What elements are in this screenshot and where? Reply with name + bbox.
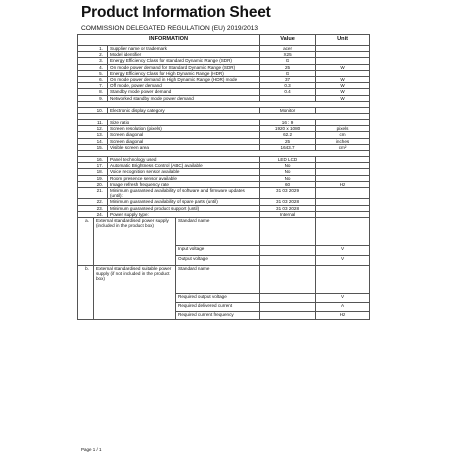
row-number: 15. [78,144,108,150]
row-number: 2. [78,52,108,58]
row-number: 20. [78,181,108,187]
power-supply-field: Standard name [176,218,260,246]
power-supply-unit [316,266,370,294]
power-supply-value [260,311,316,320]
row-number: 7. [78,83,108,89]
power-supply-row [78,266,370,294]
row-label: Energy Efficiency Class for standard Dynamic Range (SDR) [108,58,260,64]
row-unit: W [316,64,370,70]
row-label: Automatic Brightness Control (ABC) available [108,163,260,169]
row-label: Voice recognition sensor available [108,169,260,175]
power-supply-letter: a. [78,218,94,266]
power-supply-unit: V [316,246,370,256]
row-value: 37 [260,77,316,83]
row-value: G [260,70,316,76]
power-supply-value [260,294,316,303]
row-number: 14. [78,138,108,144]
row-number: 5. [78,70,108,76]
row-label: Visible screen area [108,144,260,150]
row-number: 1. [78,46,108,52]
row-label: Screen resolution (pixels) [108,126,260,132]
row-unit: Hz [316,181,370,187]
row-unit: W [316,83,370,89]
power-supply-unit: A [316,303,370,312]
row-value: 31 03 2028 [260,205,316,211]
power-supply-field: Standard name [176,266,260,294]
row-value: 0.3 [260,83,316,89]
row-number: 11. [78,120,108,126]
row-label: Networked standby mode power demand [108,95,260,101]
row-unit: inches [316,138,370,144]
row-value: No [260,169,316,175]
row-number: 10. [78,107,108,113]
power-supply-row [78,218,370,246]
row-value: G [260,58,316,64]
row-value: Internal [260,211,316,217]
header-unit: Unit [316,35,370,46]
page-title: Product Information Sheet [81,4,271,21]
table-row [78,188,370,199]
power-supply-description: External standardised power supply (included in the product box) [94,218,176,266]
header-information: INFORMATION [78,35,260,46]
row-label: Power supply type: [108,211,260,217]
power-supply-unit: Hz [316,311,370,320]
power-supply-unit: V [316,294,370,303]
row-number: 16. [78,157,108,163]
row-label: Standby mode power demand [108,89,260,95]
row-label: Minimum guaranteed availability of software and firmware updates (until): [108,188,260,199]
row-label: Energy Efficiency Class for High Dynamic Range (HDR) [108,70,260,76]
row-value: 62.2 [260,132,316,138]
row-number: 24. [78,211,108,217]
row-value: No [260,163,316,169]
row-unit: W [316,77,370,83]
row-number: 3. [78,58,108,64]
power-supply-value [260,303,316,312]
row-label: Screen diagonal [108,132,260,138]
row-unit: pixels [316,126,370,132]
power-supply-letter: b. [78,266,94,320]
header-value: Value [260,35,316,46]
row-value: 1643.7 [260,144,316,150]
row-number: 21. [78,188,108,199]
power-supply-field: Required output voltage [176,294,260,303]
row-label: On mode power demand for Standard Dynamic Range (SDR) [108,64,260,70]
row-value: 25 [260,64,316,70]
row-label: Room presence sensor available [108,175,260,181]
row-value: acer [260,46,316,52]
table-header-row [78,35,370,46]
row-unit: W [316,95,370,101]
row-number: 8. [78,89,108,95]
row-number: 19. [78,175,108,181]
row-value: 60 [260,181,316,187]
row-unit [316,188,370,199]
power-supply-field: Input voltage [176,246,260,256]
row-value: Monitor [260,107,316,113]
row-number: 12. [78,126,108,132]
row-label: Electronic display category [108,107,260,113]
row-label: Supplier name or trademark [108,46,260,52]
row-label: Size ratio [108,120,260,126]
row-label: Panel technology used [108,157,260,163]
row-unit: cm [316,132,370,138]
row-number: 22. [78,199,108,205]
power-supply-field: Output voltage [176,256,260,266]
row-label: Off mode, power demand [108,83,260,89]
row-number: 18. [78,169,108,175]
power-supply-value [260,218,316,246]
row-value: 25 [260,138,316,144]
row-label: Screen diagonal [108,138,260,144]
row-number: 4. [78,64,108,70]
product-info-table [77,34,370,320]
row-value: 31 03 2028 [260,199,316,205]
regulation-subtitle: COMMISSION DELEGATED REGULATION (EU) 2019/2013 [81,25,259,32]
power-supply-field: Required delivered current [176,303,260,312]
row-label: Minimum guaranteed availability of spare parts (until) [108,199,260,205]
power-supply-description: External standardised suitable power supply (if not included in the product box) [94,266,176,320]
row-value: No [260,175,316,181]
power-supply-value [260,256,316,266]
row-unit: W [316,89,370,95]
page-footer: Page 1 / 1 [81,447,102,452]
row-number: 23. [78,205,108,211]
power-supply-value [260,246,316,256]
row-value: 31 03 2029 [260,188,316,199]
row-label: Minimum guaranteed product support (until) [108,205,260,211]
row-value: 0.4 [260,89,316,95]
row-value: X25 [260,52,316,58]
row-number: 6. [78,77,108,83]
row-label: Model identifier [108,52,260,58]
row-number: 13. [78,132,108,138]
row-number: 17. [78,163,108,169]
row-number: 9. [78,95,108,101]
row-unit: cm² [316,144,370,150]
row-value: LED LCD [260,157,316,163]
power-supply-field: Required current frequency [176,311,260,320]
power-supply-unit [316,218,370,246]
row-label: Image refresh frequency rate [108,181,260,187]
row-label: On mode power demand in High Dynamic Range (HDR) mode [108,77,260,83]
power-supply-unit: V [316,256,370,266]
power-supply-value [260,266,316,294]
row-value: 16 : 9 [260,120,316,126]
row-value: 1920 x 1080 [260,126,316,132]
